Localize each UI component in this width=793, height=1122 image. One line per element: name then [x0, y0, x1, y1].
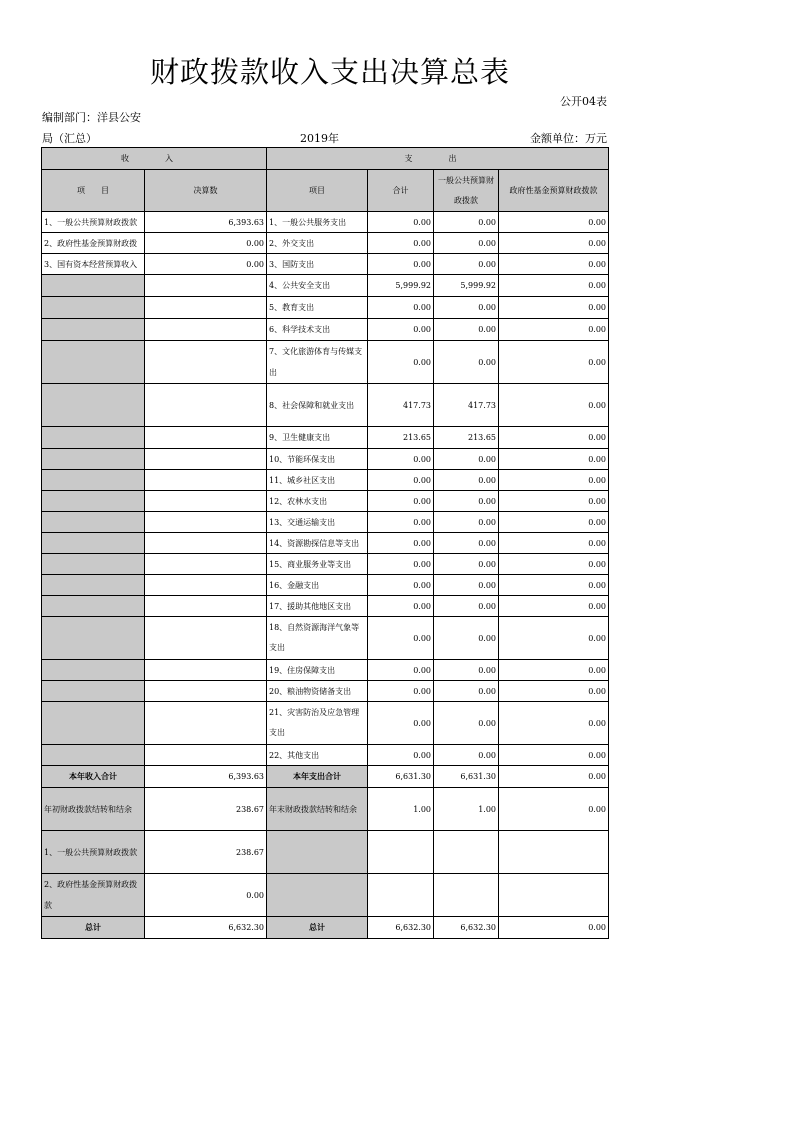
income-item	[42, 319, 145, 341]
expense-item: 14、资源勘探信息等支出	[267, 533, 368, 554]
expense-total: 0.00	[368, 512, 434, 533]
expense-item: 18、自然资源海洋气象等支出	[267, 617, 368, 660]
col-header-gov-fund: 政府性基金预算财政拨款	[499, 170, 609, 212]
income-item	[42, 491, 145, 512]
expense-total: 0.00	[368, 702, 434, 745]
expense-fund: 0.00	[499, 491, 609, 512]
expense-total: 417.73	[368, 384, 434, 427]
expense-general: 0.00	[434, 254, 499, 275]
income-item	[42, 554, 145, 575]
expense-general: 5,999.92	[434, 275, 499, 297]
income-item	[42, 297, 145, 319]
table-row	[42, 512, 609, 533]
income-value	[145, 470, 267, 491]
expense-total: 5,999.92	[368, 275, 434, 297]
table-code: 公开04表	[560, 95, 607, 108]
expense-fund: 0.00	[499, 533, 609, 554]
income-item	[42, 427, 145, 449]
expense-item: 8、社会保障和就业支出	[267, 384, 368, 427]
table-row	[42, 575, 609, 596]
income-value	[145, 449, 267, 470]
expense-item: 4、公共安全支出	[267, 275, 368, 297]
expense-item: 9、卫生健康支出	[267, 427, 368, 449]
expense-item: 13、交通运输支出	[267, 512, 368, 533]
grand-total-label: 总计	[42, 917, 145, 939]
expense-total: 0.00	[368, 533, 434, 554]
grand-total-expense-label: 总计	[267, 917, 368, 939]
expense-total: 0.00	[368, 745, 434, 766]
table-row	[42, 533, 609, 554]
table-row	[42, 341, 609, 384]
expense-general: 417.73	[434, 384, 499, 427]
department-label-cont: 局（汇总）	[42, 132, 97, 145]
income-value	[145, 596, 267, 617]
income-item	[42, 470, 145, 491]
expense-general: 0.00	[434, 470, 499, 491]
expense-fund: 0.00	[499, 233, 609, 254]
income-value	[145, 681, 267, 702]
expense-total: 0.00	[368, 233, 434, 254]
begin-fund-value: 0.00	[145, 874, 267, 917]
income-value	[145, 427, 267, 449]
income-value	[145, 384, 267, 427]
col-header-general-budget: 一般公共预算财政拨款	[434, 170, 499, 212]
budget-table	[41, 147, 609, 939]
income-value	[145, 745, 267, 766]
expense-total: 0.00	[368, 449, 434, 470]
expense-fund: 0.00	[499, 319, 609, 341]
expense-fund: 0.00	[499, 275, 609, 297]
income-value: 6,393.63	[145, 212, 267, 233]
table-row	[42, 470, 609, 491]
table-row	[42, 275, 609, 297]
expense-total: 0.00	[368, 596, 434, 617]
expense-fund: 0.00	[499, 617, 609, 660]
expense-general: 0.00	[434, 596, 499, 617]
col-header-total: 合计	[368, 170, 434, 212]
table-row	[42, 491, 609, 512]
expense-total: 0.00	[368, 575, 434, 596]
expense-total: 213.65	[368, 427, 434, 449]
table-row	[42, 427, 609, 449]
income-value	[145, 341, 267, 384]
expense-fund: 0.00	[499, 596, 609, 617]
income-item	[42, 275, 145, 297]
begin-balance-value: 238.67	[145, 788, 267, 831]
expense-item: 1、一般公共服务支出	[267, 212, 368, 233]
table-row	[42, 596, 609, 617]
table-row	[42, 681, 609, 702]
income-value	[145, 554, 267, 575]
income-item	[42, 681, 145, 702]
grand-total-expense: 6,632.30	[368, 917, 434, 939]
begin-fund-label: 2、政府性基金预算财政拨款	[42, 874, 145, 917]
table-row	[42, 233, 609, 254]
table-row	[42, 384, 609, 427]
expense-fund: 0.00	[499, 702, 609, 745]
income-total-label: 本年收入合计	[42, 766, 145, 788]
expense-general: 213.65	[434, 427, 499, 449]
expense-general: 0.00	[434, 512, 499, 533]
expense-total: 0.00	[368, 681, 434, 702]
page-title: 财政拨款收入支出决算总表	[150, 55, 511, 89]
income-item: 1、一般公共预算财政拨款	[42, 212, 145, 233]
income-item	[42, 617, 145, 660]
table-row	[42, 319, 609, 341]
expense-total: 0.00	[368, 660, 434, 681]
table-row	[42, 449, 609, 470]
income-value: 0.00	[145, 233, 267, 254]
expense-general: 0.00	[434, 233, 499, 254]
income-item	[42, 512, 145, 533]
income-value	[145, 275, 267, 297]
end-balance-label: 年末财政拨款结转和结余	[267, 788, 368, 831]
expense-item: 6、科学技术支出	[267, 319, 368, 341]
expense-total: 0.00	[368, 212, 434, 233]
expense-general: 0.00	[434, 341, 499, 384]
year-label: 2019年	[300, 132, 339, 145]
expense-general: 0.00	[434, 702, 499, 745]
expense-total: 0.00	[368, 470, 434, 491]
expense-total-fund: 0.00	[499, 766, 609, 788]
expense-fund: 0.00	[499, 297, 609, 319]
grand-total-general: 6,632.30	[434, 917, 499, 939]
expense-total: 0.00	[368, 491, 434, 512]
table-row	[42, 702, 609, 745]
begin-general-value: 238.67	[145, 831, 267, 874]
expense-item: 2、外交支出	[267, 233, 368, 254]
expense-general: 0.00	[434, 212, 499, 233]
income-value	[145, 575, 267, 596]
expense-total: 0.00	[368, 319, 434, 341]
expense-general: 0.00	[434, 745, 499, 766]
expense-total-general: 6,631.30	[434, 766, 499, 788]
expense-fund: 0.00	[499, 660, 609, 681]
income-header: 收 入	[42, 148, 267, 170]
expense-fund: 0.00	[499, 745, 609, 766]
expense-fund: 0.00	[499, 512, 609, 533]
expense-general: 0.00	[434, 319, 499, 341]
expense-fund: 0.00	[499, 681, 609, 702]
begin-balance-label: 年初财政拨款结转和结余	[42, 788, 145, 831]
expense-fund: 0.00	[499, 554, 609, 575]
income-value	[145, 319, 267, 341]
income-total-value: 6,393.63	[145, 766, 267, 788]
expense-fund: 0.00	[499, 384, 609, 427]
table-row	[42, 212, 609, 233]
expense-general: 0.00	[434, 554, 499, 575]
income-value: 0.00	[145, 254, 267, 275]
income-item	[42, 384, 145, 427]
table-row	[42, 554, 609, 575]
table-row	[42, 745, 609, 766]
income-item	[42, 533, 145, 554]
income-item	[42, 341, 145, 384]
income-item: 3、国有资本经营预算收入	[42, 254, 145, 275]
expense-header: 支 出	[267, 148, 609, 170]
expense-fund: 0.00	[499, 575, 609, 596]
expense-total: 0.00	[368, 617, 434, 660]
grand-total-income: 6,632.30	[145, 917, 267, 939]
col-header-item: 项 目	[42, 170, 145, 212]
expense-item: 12、农林水支出	[267, 491, 368, 512]
expense-fund: 0.00	[499, 427, 609, 449]
expense-item: 10、节能环保支出	[267, 449, 368, 470]
expense-item: 7、文化旅游体育与传媒支出	[267, 341, 368, 384]
expense-item: 19、住房保障支出	[267, 660, 368, 681]
col-header-item2: 项目	[267, 170, 368, 212]
unit-label: 金额单位：万元	[530, 132, 607, 145]
income-item	[42, 660, 145, 681]
grand-total-fund: 0.00	[499, 917, 609, 939]
expense-item: 11、城乡社区支出	[267, 470, 368, 491]
income-value	[145, 491, 267, 512]
expense-item: 20、粮油物资储备支出	[267, 681, 368, 702]
expense-general: 0.00	[434, 681, 499, 702]
expense-general: 0.00	[434, 575, 499, 596]
income-value	[145, 533, 267, 554]
expense-general: 0.00	[434, 533, 499, 554]
income-value	[145, 512, 267, 533]
income-item	[42, 449, 145, 470]
table-row	[42, 617, 609, 660]
expense-fund: 0.00	[499, 341, 609, 384]
table-row	[42, 254, 609, 275]
expense-fund: 0.00	[499, 212, 609, 233]
col-header-final-amount: 决算数	[145, 170, 267, 212]
expense-fund: 0.00	[499, 470, 609, 491]
expense-total: 0.00	[368, 297, 434, 319]
expense-item: 22、其他支出	[267, 745, 368, 766]
end-balance-general: 1.00	[434, 788, 499, 831]
expense-total: 0.00	[368, 554, 434, 575]
expense-item: 16、金融支出	[267, 575, 368, 596]
table-row	[42, 660, 609, 681]
end-balance-value: 1.00	[368, 788, 434, 831]
expense-fund: 0.00	[499, 449, 609, 470]
expense-item: 5、教育支出	[267, 297, 368, 319]
expense-item: 17、援助其他地区支出	[267, 596, 368, 617]
expense-general: 0.00	[434, 660, 499, 681]
expense-total: 0.00	[368, 254, 434, 275]
expense-item: 15、商业服务业等支出	[267, 554, 368, 575]
income-item	[42, 702, 145, 745]
expense-item: 21、灾害防治及应急管理支出	[267, 702, 368, 745]
income-value	[145, 702, 267, 745]
expense-general: 0.00	[434, 491, 499, 512]
begin-general-label: 1、一般公共预算财政拨款	[42, 831, 145, 874]
table-row	[42, 297, 609, 319]
income-value	[145, 660, 267, 681]
department-label: 编制部门：洋县公安	[42, 111, 141, 124]
expense-general: 0.00	[434, 449, 499, 470]
expense-total: 0.00	[368, 341, 434, 384]
income-item: 2、政府性基金预算财政拨	[42, 233, 145, 254]
income-value	[145, 297, 267, 319]
income-item	[42, 745, 145, 766]
expense-fund: 0.00	[499, 254, 609, 275]
expense-item: 3、国防支出	[267, 254, 368, 275]
income-value	[145, 617, 267, 660]
end-balance-fund: 0.00	[499, 788, 609, 831]
expense-total-value: 6,631.30	[368, 766, 434, 788]
expense-total-label: 本年支出合计	[267, 766, 368, 788]
expense-general: 0.00	[434, 297, 499, 319]
income-item	[42, 596, 145, 617]
expense-general: 0.00	[434, 617, 499, 660]
income-item	[42, 575, 145, 596]
